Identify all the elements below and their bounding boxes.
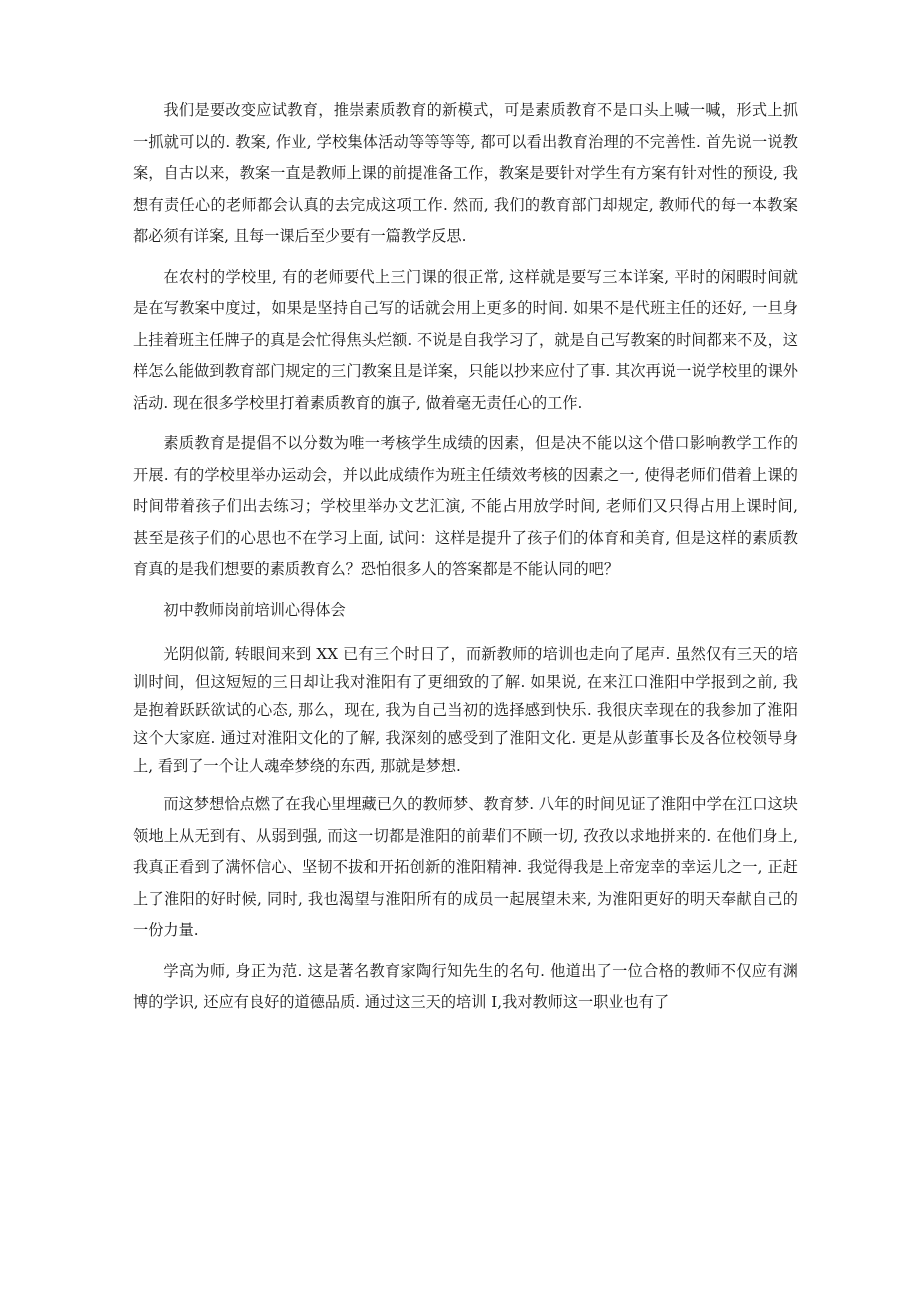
section-heading: 初中教师岗前培训心得体会 bbox=[163, 600, 346, 619]
paragraph-1: 我们是要改变应试教育，推崇素质教育的新模式，可是素质教育不是口头上喊一喊，形式上抓一抓就可以的. 教案, 作业, 学校集体活动等等等等, 都可以看出教育治理的不完善性. 首先说一说教案，自古以来，教案一直是教师上课的前提准备工作，教案是要针对学生有方案有针对性的预设, 我想有责任心的老师都会认真的去完成这项工作. 然而, 我们的教育部门却规定, 教师代的每一本教案都必须有详案, 且每一课后至少要有一篇教学反思. bbox=[133, 101, 798, 245]
paragraph-4: 光阴似箭, 转眼间来到 XX 已有三个时日了，而新教师的培训也走向了尾声. 虽然仅有三天的培训时间，但这短短的三日却让我对淮阳有了更细致的了解. 如果说, 在来江口淮阳中学报到之前, 我是抱着跃跃欲试的心态, 那么，现在, 我为自己当初的选择感到快乐. 我很庆幸现在的我参加了淮阳这个大家庭. 通过对淮阳文化的了解, 我深刻的感受到了淮阳文化. 更是从彭董事长及各位校领导身上, 看到了一个让人魂牵梦绕的东西, 那就是梦想. bbox=[133, 645, 798, 775]
paragraph-3: 素质教育是提倡不以分数为唯一考核学生成绩的因素，但是决不能以这个借口影响教学工作的开展. 有的学校里举办运动会，并以此成绩作为班主任绩效考核的因素之一, 使得老师们借着上课的时间带着孩子们出去练习；学校里举办文艺汇演, 不能占用放学时间, 老师们又只得占用上课时间, 甚至是孩子们的心思也不在学习上面, 试问：这样是提升了孩子们的体育和美育, 但是这样的素质教育真的是我们想要的素质教育么？恐怕很多人的答案都是不能认同的吧？ bbox=[133, 434, 798, 578]
paragraph-6: 学高为师, 身正为范. 这是著名教育家陶行知先生的名句. 他道出了一位合格的教师不仅应有渊博的学识, 还应有良好的道德品质. 通过这三天的培训 I,我对教师这一职业也有了 bbox=[133, 961, 798, 1011]
paragraph-2: 在农村的学校里, 有的老师要代上三门课的很正常, 这样就是要写三本详案, 平时的闲暇时间就是在写教案中度过，如果是坚持自己写的话就会用上更多的时间. 如果不是代班主任的还好, 一旦身上挂着班主任牌子的真是会忙得焦头烂额. 不说是自我学习了，就是自己写教案的时间都来不及，这样怎么能做到教育部门规定的三门教案且是详案，只能以抄来应付了事. 其次再说一说学校里的课外活动. 现在很多学校里打着素质教育的旗子, 做着毫无责任心的工作. bbox=[133, 267, 798, 412]
paragraph-5: 而这梦想恰点燃了在我心里埋藏已久的教师梦、教育梦. 八年的时间见证了淮阳中学在江口这块领地上从无到有、从弱到强, 而这一切都是淮阳的前辈们不顾一切, 孜孜以求地拼来的. 在他们身上, 我真正看到了满怀信心、坚韧不拔和开拓创新的淮阳精神. 我觉得我是上帝宠幸的幸运儿之一, 正赶上了淮阳的好时候, 同时, 我也渴望与淮阳所有的成员一起展望未来, 为淮阳更好的明天奉献自己的一份力量. bbox=[133, 795, 798, 939]
document-body bbox=[133, 95, 798, 1028]
